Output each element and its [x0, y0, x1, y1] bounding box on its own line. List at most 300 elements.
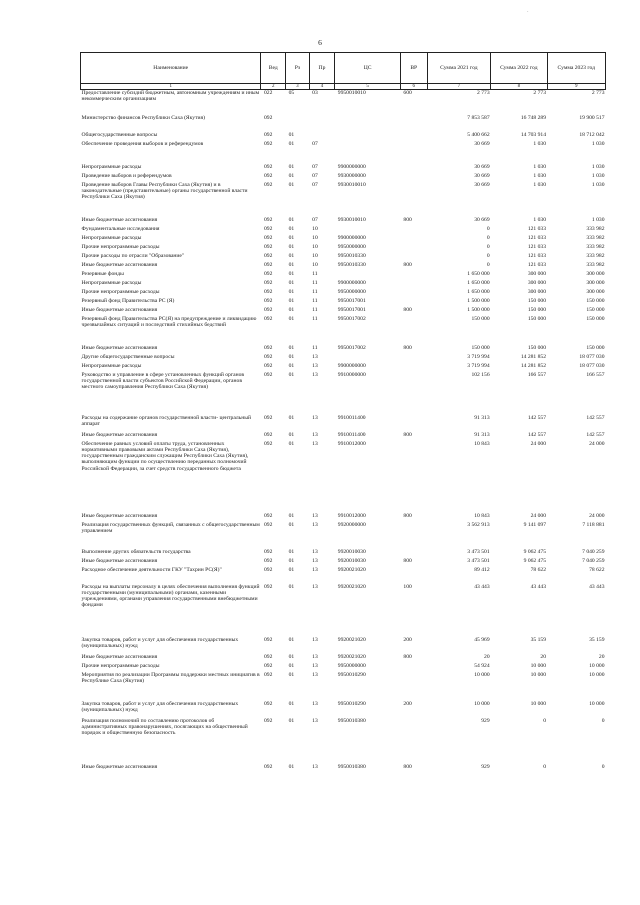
- column-index: 4: [309, 84, 335, 90]
- cell-name: Резервные фонды: [81, 270, 124, 277]
- cell-sum-2021: [427, 626, 491, 637]
- cell-sum-2023: 1 030: [591, 216, 605, 223]
- cell-sum-2022: 24 000: [530, 512, 547, 519]
- cell-vr: [400, 141, 427, 150]
- cell-name: Закупка товаров, работ и услуг для обеспечения государственных (муниципальных) нужд: [81, 636, 239, 649]
- cell-rz: 05: [288, 90, 295, 96]
- cell-cs: [335, 354, 401, 363]
- cell-cs: 9920021020: [337, 583, 366, 590]
- cell-sum-2021: 929: [481, 717, 490, 724]
- cell-sum-2021: 0: [486, 234, 490, 241]
- cell-cs: 9920021020: [337, 653, 366, 660]
- cell-name: Непрограммные расходы: [81, 362, 142, 369]
- cell-sum-2021: 91 313: [474, 431, 490, 438]
- cell-rz: 01: [288, 717, 295, 724]
- cell-ved: [261, 406, 286, 415]
- cell-sum-2023: 10 000: [589, 671, 605, 678]
- cell-sum-2022: [491, 406, 547, 415]
- cell-cs: [335, 141, 401, 150]
- cell-sum-2023: 333 982: [586, 261, 605, 268]
- cell-name: Фундаментальные исследования: [81, 225, 160, 232]
- cell-pr: 13: [312, 353, 318, 360]
- cell-sum-2023: [547, 501, 605, 513]
- table-row: [81, 513, 606, 522]
- cell-name: Иные бюджетные ассигнования: [81, 431, 158, 438]
- cell-sum-2022: 9 141 097: [523, 521, 547, 528]
- cell-pr: 07: [312, 163, 318, 170]
- cell-ved: 092: [263, 521, 273, 528]
- cell-rz: 01: [288, 181, 295, 188]
- cell-cs: 9900000000: [337, 279, 366, 286]
- cell-name: [81, 207, 261, 217]
- table-row: [81, 764, 606, 773]
- cell-sum-2023: 7 040 259: [582, 548, 605, 555]
- cell-sum-2021: 89 412: [474, 566, 490, 573]
- table-row: [81, 752, 606, 764]
- cell-cs: 9950017002: [337, 315, 366, 322]
- cell-ved: 092: [263, 717, 273, 724]
- cell-rz: 01: [288, 243, 295, 250]
- cell-sum-2022: [491, 501, 547, 513]
- cell-vr: [400, 150, 427, 164]
- cell-name: Закупка товаров, работ и услуг для обеспечения государственных (муниципальных) нужд: [81, 700, 239, 713]
- cell-pr: [309, 150, 335, 164]
- table-row: [81, 132, 606, 141]
- header-sum-2022: Сумма 2022 год: [491, 53, 547, 84]
- cell-vr: [400, 539, 427, 549]
- cell-ved: 092: [263, 131, 273, 138]
- cell-rz: 01: [288, 636, 295, 643]
- cell-cs: 9910000000: [337, 371, 366, 378]
- cell-sum-2022: [491, 207, 547, 217]
- cell-vr: [400, 253, 427, 262]
- header-pr: Пр: [309, 53, 335, 84]
- cell-sum-2023: 7 040 259: [582, 557, 605, 564]
- cell-ved: 092: [263, 362, 273, 369]
- cell-ved: 092: [263, 163, 273, 170]
- cell-sum-2021: [427, 689, 491, 701]
- cell-rz: 01: [288, 512, 295, 519]
- cell-vr: [400, 663, 427, 672]
- cell-cs: 9950010380: [337, 763, 366, 770]
- cell-sum-2021: 1 500 000: [467, 306, 490, 313]
- cell-ved: 092: [263, 288, 273, 295]
- cell-pr: 13: [312, 653, 318, 660]
- table-row: [81, 354, 606, 363]
- cell-name: [81, 539, 261, 549]
- cell-vr: 800: [403, 216, 412, 223]
- cell-sum-2022: 150 000: [527, 344, 547, 351]
- cell-vr: [400, 316, 427, 341]
- cell-sum-2023: 18 712 042: [579, 131, 605, 138]
- table-row: [81, 271, 606, 280]
- cell-rz: [286, 689, 310, 701]
- cell-rz: 01: [288, 653, 295, 660]
- cell-cs: 9900000000: [337, 362, 366, 369]
- cell-name: Прочие непрограммные расходы: [81, 243, 160, 250]
- cell-cs: [335, 406, 401, 415]
- cell-sum-2023: 1 030: [591, 172, 605, 179]
- cell-vr: 800: [403, 653, 412, 660]
- cell-pr: [309, 501, 335, 513]
- cell-vr: [400, 298, 427, 307]
- cell-cs: 9930000000: [337, 172, 366, 179]
- cell-sum-2022: 14 281 852: [520, 353, 547, 360]
- table-row: [81, 115, 606, 132]
- cell-ved: 092: [263, 548, 273, 555]
- cell-rz: [286, 406, 310, 415]
- cell-name: Реализация полномочий по составлению протоколов об административных правонарушениях, посягающих на общественный порядок и общественную безопасность: [81, 717, 248, 737]
- cell-sum-2022: [491, 539, 547, 549]
- cell-ved: [261, 689, 286, 701]
- cell-vr: [400, 354, 427, 363]
- cell-rz: 01: [288, 288, 295, 295]
- table-row: [81, 637, 606, 654]
- cell-name: Проведение выборов и референдумов: [81, 172, 172, 179]
- cell-cs: 9950010330: [337, 261, 366, 268]
- cell-rz: 01: [288, 548, 295, 555]
- table-row: [81, 672, 606, 689]
- table-row: [81, 522, 606, 539]
- cell-rz: 01: [288, 261, 295, 268]
- cell-sum-2021: 3 562 913: [467, 521, 490, 528]
- cell-sum-2021: 2 773: [477, 90, 490, 96]
- cell-sum-2023: 78 622: [589, 566, 605, 573]
- table-row: [81, 441, 606, 501]
- cell-sum-2023: [547, 207, 605, 217]
- scan-mark: ·: [527, 10, 529, 15]
- cell-cs: 9900000000: [337, 234, 366, 241]
- cell-name: Иные бюджетные ассигнования: [81, 306, 158, 313]
- cell-ved: 092: [263, 114, 273, 121]
- column-index: 6: [400, 84, 427, 90]
- cell-sum-2021: 1 650 000: [467, 279, 490, 286]
- cell-ved: 092: [263, 261, 273, 268]
- cell-sum-2021: [427, 406, 491, 415]
- cell-sum-2023: 2 773: [591, 90, 605, 96]
- cell-pr: 13: [312, 671, 318, 678]
- cell-ved: 092: [263, 172, 273, 179]
- cell-cs: 9930010010: [337, 181, 366, 188]
- cell-sum-2022: 142 557: [527, 431, 547, 438]
- cell-sum-2021: 91 313: [474, 414, 490, 421]
- cell-ved: [261, 626, 286, 637]
- table-row: [81, 584, 606, 626]
- cell-sum-2022: 150 000: [527, 315, 547, 322]
- cell-rz: 01: [288, 671, 295, 678]
- cell-ved: 092: [263, 763, 273, 770]
- cell-ved: 092: [263, 671, 273, 678]
- cell-sum-2021: [427, 539, 491, 549]
- cell-pr: 11: [312, 279, 318, 286]
- cell-rz: 01: [288, 216, 295, 223]
- cell-name: [81, 150, 261, 164]
- cell-rz: 01: [288, 557, 295, 564]
- cell-sum-2022: [491, 626, 547, 637]
- table-row: [81, 226, 606, 235]
- cell-sum-2021: 0: [486, 243, 490, 250]
- table-header: [81, 53, 606, 90]
- cell-ved: [261, 501, 286, 513]
- cell-sum-2021: 3 719 994: [467, 353, 490, 360]
- cell-sum-2023: [547, 106, 605, 115]
- cell-sum-2023: 333 982: [586, 234, 605, 241]
- table-row: [81, 164, 606, 173]
- cell-sum-2023: [547, 150, 605, 164]
- table-row: [81, 663, 606, 672]
- table-row: [81, 298, 606, 307]
- cell-sum-2021: 30 669: [474, 181, 490, 188]
- cell-name: Резервный фонд Правительства РС(Я) на предупреждение и ликвидацию чрезвычайных ситуаций и последствий стихийных бедствий: [81, 315, 257, 328]
- cell-rz: [286, 539, 310, 549]
- cell-name: Расходы на выплаты персоналу в целях обеспечения выполнения функций государственными (муниципальными) органами, казенными учреждениями, органами управления государственными внебюджетными фондами: [81, 583, 260, 609]
- cell-sum-2022: 20: [540, 653, 547, 660]
- cell-ved: 092: [263, 234, 273, 241]
- cell-pr: 10: [312, 261, 318, 268]
- cell-cs: [335, 226, 401, 235]
- cell-sum-2023: 18 077 030: [579, 353, 605, 360]
- cell-ved: 092: [263, 252, 273, 259]
- table-row: [81, 307, 606, 316]
- cell-name: Реализация государственных функций, связанных с общегосударственным управлением: [81, 521, 260, 534]
- header-sum-2021: Сумма 2021 год: [427, 53, 491, 84]
- cell-sum-2022: 1 030: [533, 172, 547, 179]
- cell-ved: 022: [263, 90, 273, 96]
- cell-name: Иные бюджетные ассигнования: [81, 653, 158, 660]
- cell-sum-2021: [427, 501, 491, 513]
- table-row: [81, 372, 606, 406]
- cell-cs: [335, 132, 401, 141]
- cell-pr: 13: [312, 548, 318, 555]
- cell-pr: [309, 689, 335, 701]
- cell-cs: 9950010290: [337, 671, 366, 678]
- cell-ved: 092: [263, 557, 273, 564]
- cell-name: Иные бюджетные ассигнования: [81, 512, 158, 519]
- cell-rz: 01: [288, 583, 295, 590]
- cell-pr: 13: [312, 521, 318, 528]
- cell-vr: [400, 441, 427, 501]
- cell-rz: [286, 626, 310, 637]
- cell-pr: 11: [312, 306, 318, 313]
- cell-pr: [309, 115, 335, 132]
- cell-vr: 600: [403, 90, 412, 96]
- cell-pr: 13: [312, 512, 318, 519]
- cell-name: Прочие расходы по отрасли "Образование": [81, 252, 185, 259]
- table-row: [81, 701, 606, 718]
- cell-vr: 200: [403, 700, 412, 707]
- header-name: Наименование: [81, 53, 261, 84]
- cell-cs: 9920021020: [337, 566, 366, 573]
- header-ved: Вед: [261, 53, 286, 84]
- table-row: [81, 501, 606, 513]
- cell-sum-2021: 0: [486, 225, 490, 232]
- cell-name: Прочие непрограммные расходы: [81, 288, 160, 295]
- table-row: [81, 141, 606, 150]
- cell-vr: [400, 415, 427, 432]
- column-index: 7: [427, 84, 491, 90]
- cell-sum-2021: [427, 106, 491, 115]
- cell-cs: 9920000000: [337, 521, 366, 528]
- cell-pr: 10: [312, 243, 318, 250]
- cell-sum-2023: [547, 752, 605, 764]
- cell-sum-2021: 1 650 000: [467, 270, 490, 277]
- cell-sum-2021: [427, 752, 491, 764]
- table-body: [81, 90, 606, 773]
- cell-vr: 200: [403, 636, 412, 643]
- cell-sum-2023: 35 159: [589, 636, 605, 643]
- cell-rz: [286, 752, 310, 764]
- header-rz: Рз: [286, 53, 310, 84]
- cell-sum-2021: 10 000: [474, 671, 490, 678]
- cell-sum-2023: 10 000: [589, 662, 605, 669]
- table-row: [81, 432, 606, 441]
- cell-name: Выполнение других обязательств государства: [81, 548, 191, 555]
- cell-sum-2023: 166 557: [586, 371, 605, 378]
- cell-ved: 092: [263, 440, 273, 447]
- cell-sum-2023: [547, 539, 605, 549]
- table-row: [81, 280, 606, 289]
- cell-cs: 9900000000: [337, 163, 366, 170]
- cell-name: Непрограммные расходы: [81, 279, 142, 286]
- cell-sum-2021: 1 650 000: [467, 288, 490, 295]
- cell-rz: 01: [288, 344, 295, 351]
- cell-sum-2022: 10 000: [530, 671, 547, 678]
- cell-vr: [400, 173, 427, 182]
- cell-ved: 092: [263, 243, 273, 250]
- cell-cs: [335, 115, 401, 132]
- cell-rz: 01: [288, 306, 295, 313]
- cell-pr: 07: [312, 181, 318, 188]
- table-row: [81, 689, 606, 701]
- cell-pr: 13: [312, 662, 318, 669]
- cell-vr: [400, 522, 427, 539]
- cell-sum-2022: 2 773: [533, 90, 547, 96]
- cell-name: [81, 626, 261, 637]
- header-row: [81, 53, 606, 84]
- cell-rz: [286, 150, 310, 164]
- cell-vr: [400, 226, 427, 235]
- cell-vr: 800: [403, 512, 412, 519]
- cell-pr: 11: [312, 315, 318, 322]
- cell-name: Иные бюджетные ассигнования: [81, 763, 158, 770]
- cell-sum-2023: 333 982: [586, 243, 605, 250]
- cell-cs: 9950010290: [337, 700, 366, 707]
- cell-pr: [309, 207, 335, 217]
- cell-rz: [286, 106, 310, 115]
- cell-ved: 092: [263, 270, 273, 277]
- cell-ved: 092: [263, 297, 273, 304]
- cell-sum-2023: 142 557: [586, 414, 605, 421]
- table-row: [81, 182, 606, 207]
- cell-sum-2022: 43 443: [530, 583, 547, 590]
- cell-vr: [400, 289, 427, 298]
- cell-sum-2022: 121 033: [527, 243, 547, 250]
- cell-sum-2023: 24 000: [589, 512, 605, 519]
- cell-ved: 092: [263, 225, 273, 232]
- cell-ved: 092: [263, 371, 273, 378]
- cell-sum-2022: 121 033: [527, 234, 547, 241]
- cell-cs: 9910011400: [337, 414, 366, 421]
- cell-pr: 13: [312, 440, 318, 447]
- cell-pr: 10: [312, 252, 318, 259]
- cell-pr: 13: [312, 362, 318, 369]
- table-row: [81, 415, 606, 432]
- cell-sum-2023: 43 443: [589, 583, 605, 590]
- cell-vr: [400, 689, 427, 701]
- cell-pr: 13: [312, 371, 318, 378]
- cell-name: Предоставление субсидий бюджетным, автономным учреждениям и иным некоммерческим организациям: [81, 90, 260, 103]
- cell-ved: 092: [263, 279, 273, 286]
- cell-cs: [335, 539, 401, 549]
- cell-rz: 01: [288, 225, 295, 232]
- cell-pr: 13: [312, 700, 318, 707]
- cell-sum-2021: 45 969: [474, 636, 490, 643]
- header-vr: ВР: [400, 53, 427, 84]
- table-row: [81, 106, 606, 115]
- cell-pr: [309, 406, 335, 415]
- cell-vr: 800: [403, 344, 412, 351]
- table-row: [81, 626, 606, 637]
- cell-sum-2023: 150 000: [586, 306, 605, 313]
- cell-vr: [400, 271, 427, 280]
- cell-sum-2022: 14 703 914: [520, 131, 547, 138]
- cell-rz: 01: [288, 414, 295, 421]
- table-row: [81, 289, 606, 298]
- cell-cs: 9950017002: [337, 344, 366, 351]
- cell-pr: 13: [312, 414, 318, 421]
- cell-cs: 9920010030: [337, 548, 366, 555]
- cell-cs: [335, 271, 401, 280]
- cell-ved: [261, 539, 286, 549]
- cell-sum-2022: 10 000: [530, 662, 547, 669]
- cell-vr: 100: [403, 583, 412, 590]
- cell-sum-2022: 0: [543, 763, 547, 770]
- cell-sum-2021: 3 719 994: [467, 362, 490, 369]
- cell-sum-2021: [427, 150, 491, 164]
- cell-cs: 9950017001: [337, 297, 366, 304]
- cell-name: Общегосударственные вопросы: [81, 131, 158, 138]
- column-index: 8: [491, 84, 547, 90]
- cell-name: Иные бюджетные ассигнования: [81, 261, 158, 268]
- cell-sum-2023: [547, 626, 605, 637]
- cell-cs: 9910011400: [337, 431, 366, 438]
- cell-vr: [400, 207, 427, 217]
- cell-sum-2022: 35 159: [530, 636, 547, 643]
- cell-name: [81, 752, 261, 764]
- cell-vr: [400, 132, 427, 141]
- cell-sum-2021: 30 669: [474, 163, 490, 170]
- cell-vr: [400, 372, 427, 406]
- cell-vr: [400, 626, 427, 637]
- cell-sum-2021: 150 000: [471, 315, 490, 322]
- cell-rz: 01: [288, 279, 295, 286]
- cell-sum-2022: 0: [543, 717, 547, 724]
- cell-sum-2021: 1 500 000: [467, 297, 490, 304]
- cell-cs: [335, 150, 401, 164]
- cell-sum-2022: 1 030: [533, 163, 547, 170]
- cell-pr: 13: [312, 557, 318, 564]
- cell-cs: 9930010010: [337, 216, 366, 223]
- cell-sum-2022: 1 030: [533, 216, 547, 223]
- header-sum-2023: Сумма 2023 год: [547, 53, 605, 84]
- cell-cs: [335, 689, 401, 701]
- cell-rz: 01: [288, 431, 295, 438]
- cell-ved: 092: [263, 653, 273, 660]
- cell-sum-2021: 30 669: [474, 140, 490, 147]
- cell-sum-2022: 121 033: [527, 252, 547, 259]
- cell-sum-2021: 150 000: [471, 344, 490, 351]
- cell-sum-2023: 0: [601, 763, 605, 770]
